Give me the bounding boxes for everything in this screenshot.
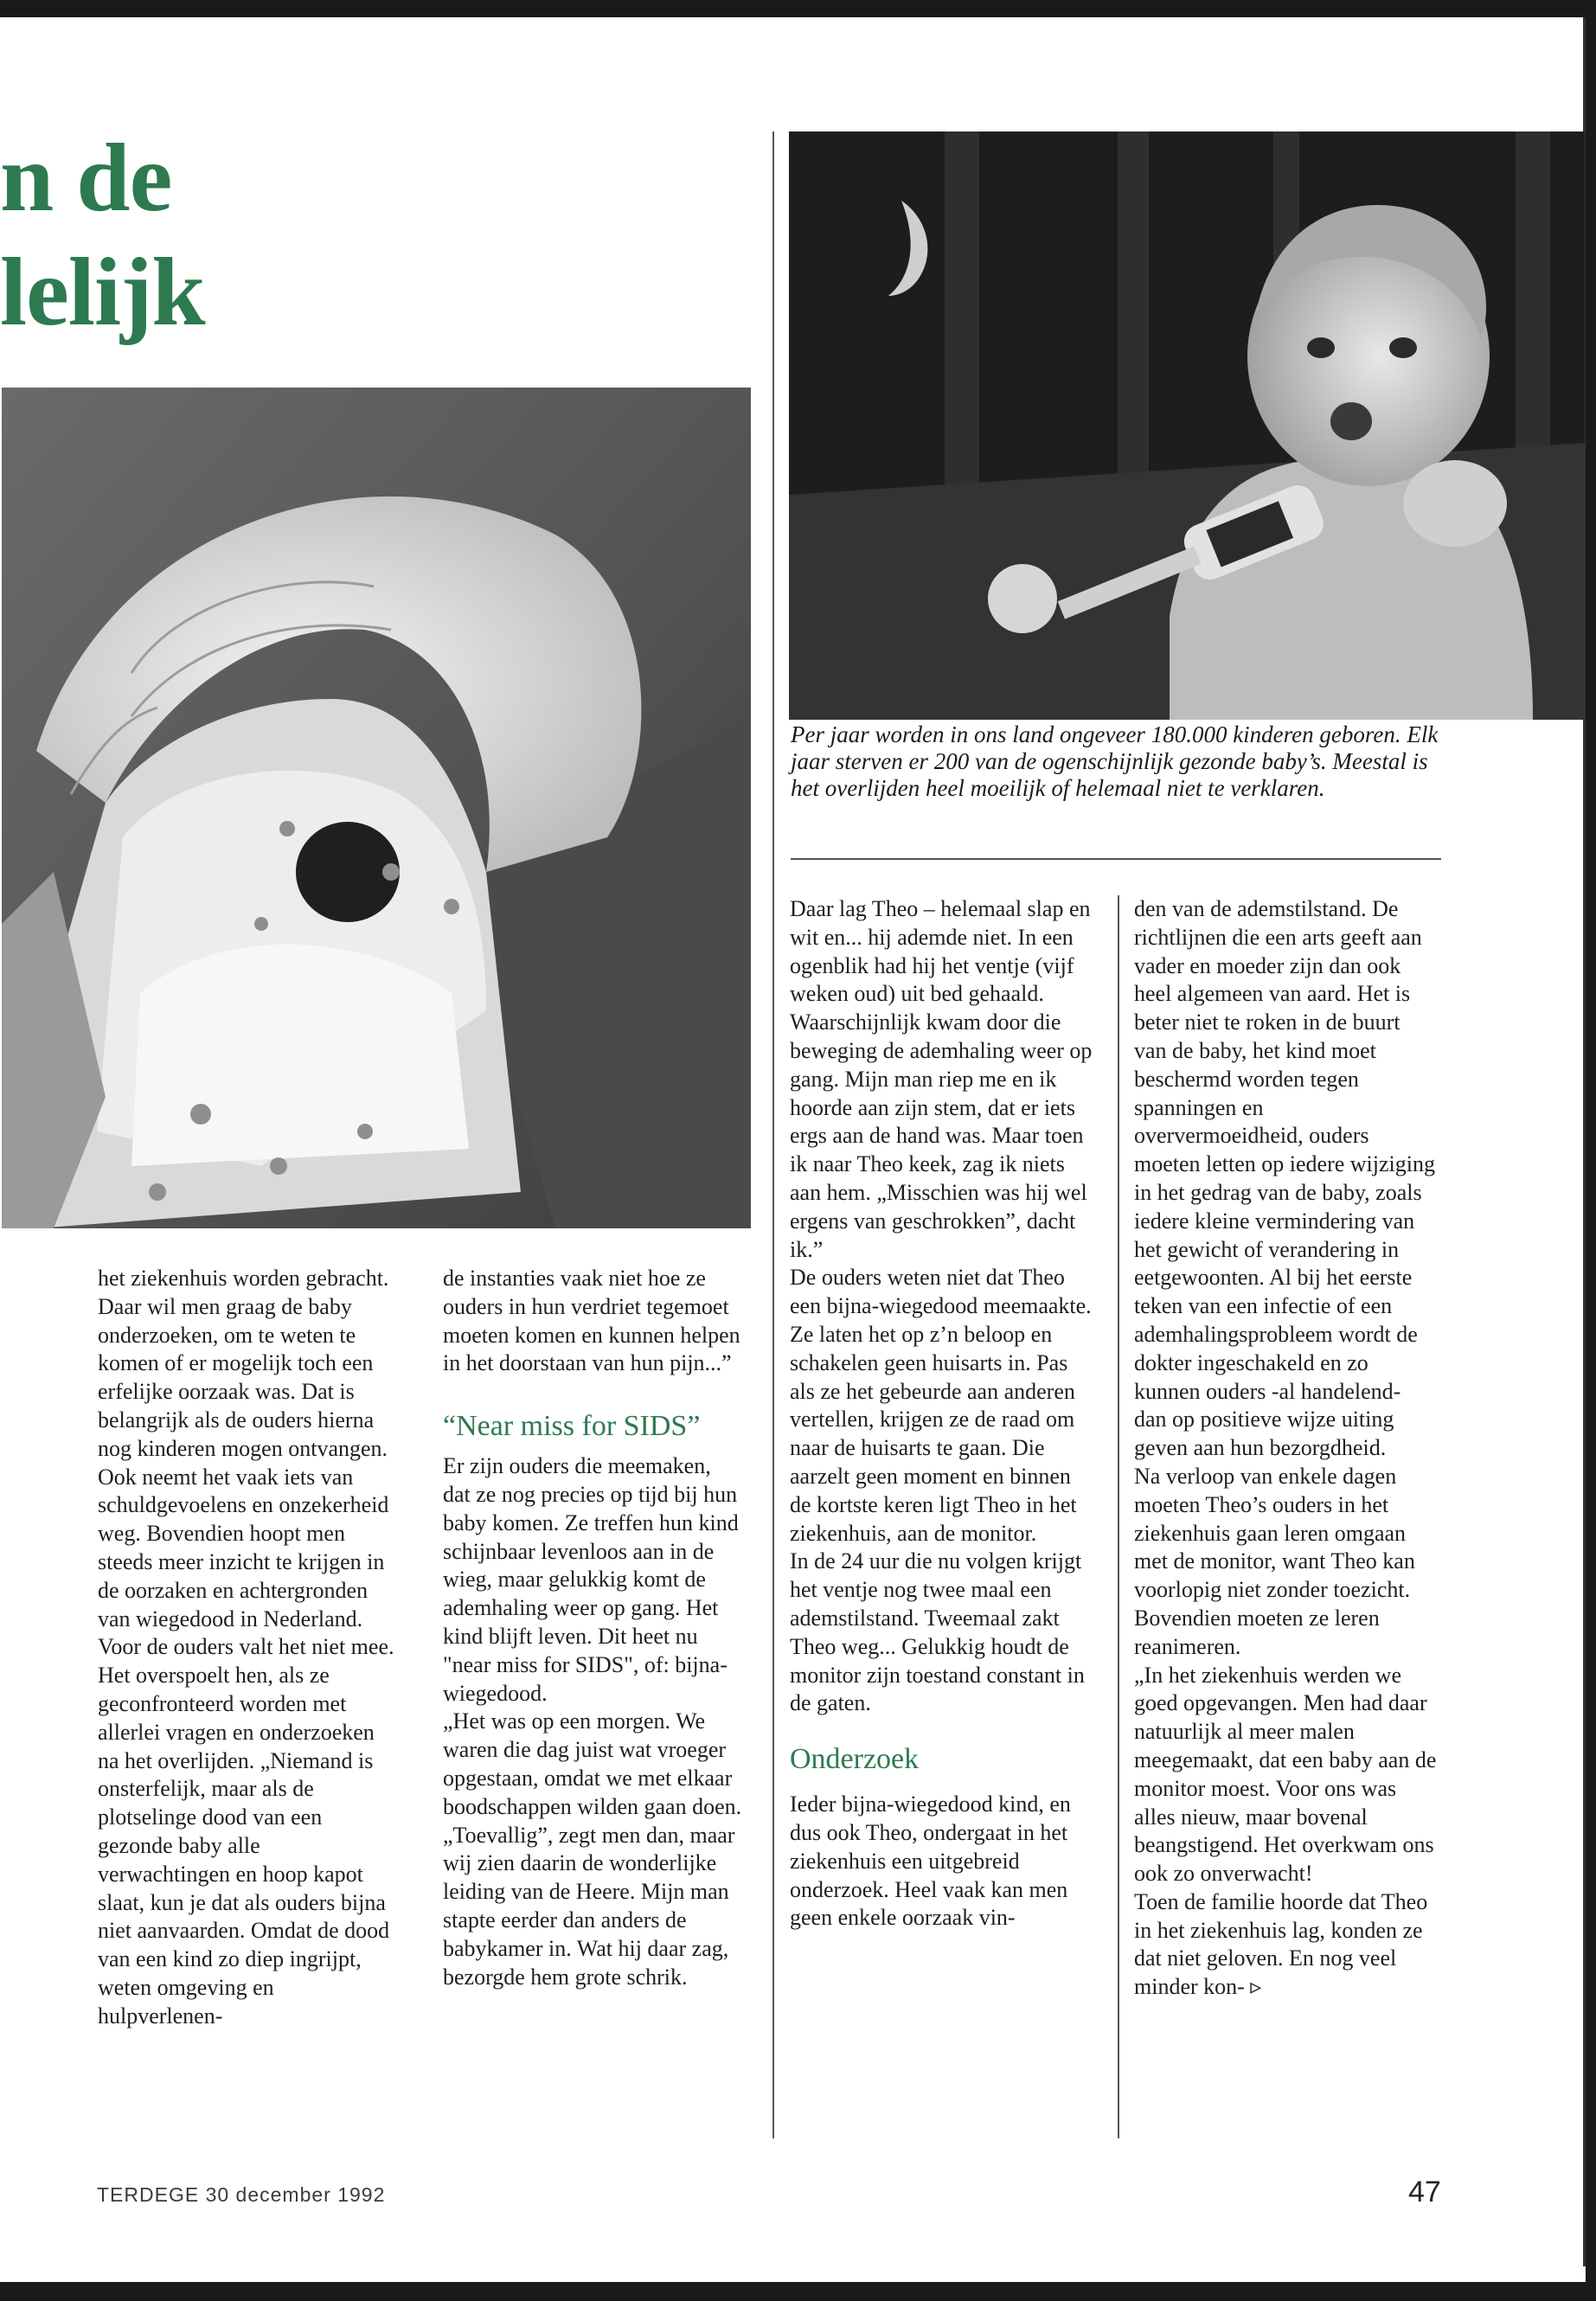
baby-photo [789,131,1585,720]
column-rule [772,131,774,2138]
headline-line-1: n de [0,125,172,232]
paragraph: Ieder bijna-wiegedood kind, en dus ook Theo, ondergaat in het ziekenhuis een uitgebreid onderzoek. Heel vaak kan men geen enkele oorzaak vin- [790,1791,1071,1931]
paragraph: den van de ademstilstand. De richtlijnen die een arts geeft aan vader en moeder zijn dan ook heel algemeen van aard. Het is beter niet te roken in de buurt van de baby, het kind moet beschermd worden tegen spanningen en oververmoeidheid, ouders moeten letten op iedere wijziging in het gedrag van de baby, zoals iedere kleine vermindering van het gewicht of verandering in eetgewoonten. Al bij het eerste teken van een infectie of een ademhalingsprobleem wordt de dokter ingeschakeld en zo kunnen ouders -al handelend- dan op positieve wijze uiting geven aan hun bezorgdheid. [1134,896,1435,1461]
paragraph: Toen de familie hoorde dat Theo in het ziekenhuis lag, konden ze dat niet geloven. En nog veel minder kon- ▹ [1134,1888,1428,2000]
text-column-1 [98,1265,397,2031]
magazine-footer: TERDEGE 30 december 1992 [97,2183,386,2206]
scan-border-right [1586,0,1596,2301]
paragraph: Daar lag Theo – helemaal slap en wit en... hij ademde niet. In een ogenblik had hij het ventje (vijf weken oud) uit bed gehaald. Waarschijnlijk kwam door die beweging de ademhaling weer op gang. Mijn man riep me en ik hoorde aan zijn stem, dat er iets ergs aan de hand was. Maar toen ik naar Theo keek, zag ik niets aan hem. „Misschien was hij wel ergens van geschrokken”, dacht ik.” [790,896,1093,1262]
paragraph: Voor de ouders valt het niet mee. Het overspoelt hen, als ze geconfronteerd worden met allerlei vragen en onderzoeken na het overlijden. „Niemand is onsterfelijk, maar als de plotselinge dood van een gezonde baby alle verwachtingen en hoop kapot slaat, kun je dat als ouders bijna niet aanvaarden. Omdat de dood van een kind zo diep ingrijpt, weten omgeving en hulpverlenen- [98,1634,394,2029]
paragraph: Er zijn ouders die meemaken, dat ze nog precies op tijd bij hun baby komen. Ze treffen hun kind schijnbaar levenloos aan in de wieg, maar gelukkig komt de ademhaling weer op gang. Het kind blijft leven. Dit heet nu "near miss for SIDS", of: bijna-wiegedood. [443,1453,739,1706]
cradle-photo [2,388,751,1228]
paragraph: het ziekenhuis worden gebracht. Daar wil men graag de baby onderzoeken, om te weten te komen of er mogelijk toch een erfelijke oorzaak was. Dat is belangrijk als de ouders hierna nog kinderen mogen ontvangen. Ook neemt het vaak iets van schuldgevoelens en onzekerheid weg. Bovendien hoopt men steeds meer inzicht te krijgen in de oorzaken en achtergronden van wiegedood in Nederland. [98,1266,389,1631]
paragraph: de instanties vaak niet hoe ze ouders in hun verdriet tegemoet moeten komen en kunnen helpen in het doorstaan van hun pijn...” [443,1266,740,1376]
column-rule [1118,895,1119,2138]
paragraph: „In het ziekenhuis werden we goed opgevangen. Men had daar natuurlijk al meer malen meegemaakt, dat een baby aan de monitor moest. Voor ons was alles nieuw, maar bovenal beangstigend. Het overkwam ons ook zo onverwacht! [1134,1662,1437,1887]
section-heading: Onderzoek [790,1743,920,1776]
text-column-4 [1134,895,1437,2002]
page-number: 47 [1408,2176,1441,2208]
photo-caption: Per jaar worden in ons land ongeveer 180.000 kinderen geboren. Elk jaar sterven er 200 van de ogenschijnlijk gezonde baby’s. Meestal is het overlijden heel moeilijk of helemaal niet te verklaren. [791,721,1439,801]
section-heading: “Near miss for SIDS” [443,1410,701,1443]
paragraph: In de 24 uur die nu volgen krijgt het ventje nog twee maal een ademstilstand. Tweemaal zakt Theo weg... Gelukkig houdt de monitor zijn toestand constant in de gaten. [790,1548,1085,1716]
headline [0,121,205,349]
paragraph: De ouders weten niet dat Theo een bijna-wiegedood meemaakte. Ze laten het op z’n beloop en schakelen geen huisarts in. Pas als ze het gebeurde aan anderen vertellen, krijgen ze de raad om naar de huisarts te gaan. Die aarzelt geen moment en binnen de kortste keren ligt Theo in het ziekenhuis, aan de monitor. [790,1265,1092,1546]
scan-border-top [0,0,1596,17]
text-column-3 [790,895,1093,1932]
paragraph: Na verloop van enkele dagen moeten Theo’s ouders in het ziekenhuis gaan leren omgaan met de monitor, want Theo kan voorlopig niet zonder toezicht. Bovendien moeten ze leren reanimeren. [1134,1463,1415,1659]
scan-border-bottom [0,2282,1596,2301]
paragraph: „Het was op een morgen. We waren die dag juist wat vroeger opgestaan, omdat we met elkaar boodschappen wilden gaan doen. „Toevallig”, zegt men dan, maar wij zien daarin de wonderlijke leiding van de Heere. Mijn man stapte eerder dan anders de babykamer in. Wat hij daar zag, bezorgde hem grote schrik. [443,1708,742,1990]
caption-rule [791,858,1441,860]
text-column-2 [443,1265,742,1991]
headline-line-2: lelijk [0,239,205,346]
